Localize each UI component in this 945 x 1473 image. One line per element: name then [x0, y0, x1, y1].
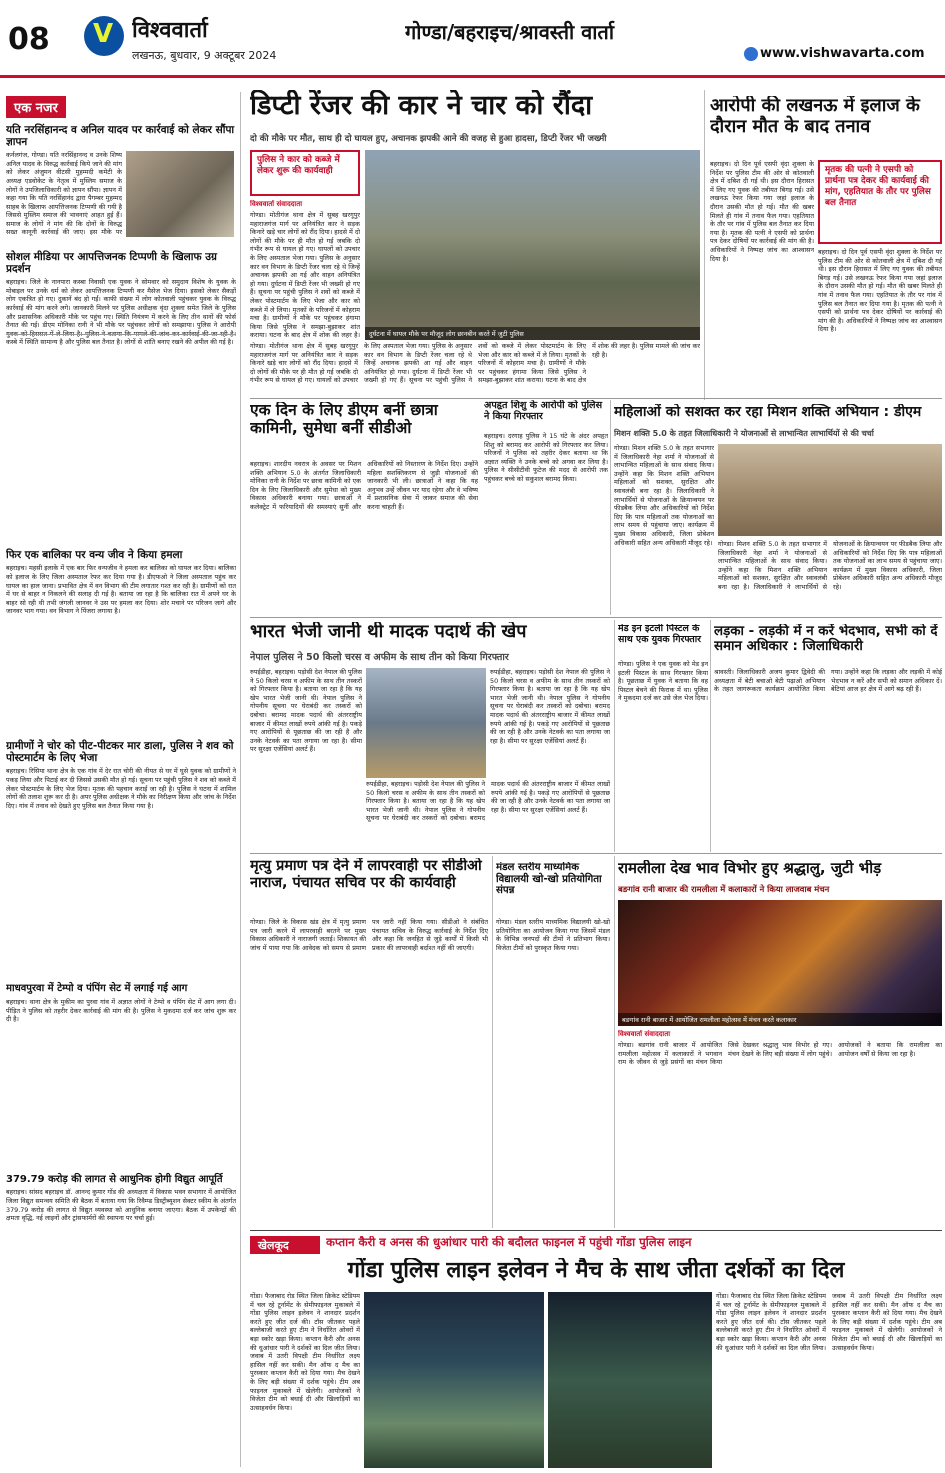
brand-name: विश्ववार्ता: [132, 18, 208, 43]
pistol-body: गोण्डा। पुलिस ने एक युवक को मेड इन इटली पिस्टल के साथ गिरफ्तार किया है। पूछताछ में युवक ने बताया कि वह पिस्टल बेचने की फिराक में था। पुलिस ने मुकदमा दर्ज कर उसे जेल भेज दिया।: [618, 660, 708, 703]
deathcert-text: [250, 918, 488, 1228]
kidnap-text: [484, 432, 608, 612]
mission-text-a: [614, 444, 714, 614]
ek-nazar-tag: एक नजर: [6, 96, 66, 118]
s2-headline: सोशल मीडिया पर आपत्तिजनक टिप्पणी के खिलाफ उग्र प्रदर्शन: [6, 251, 217, 276]
sports-photo-a: [364, 1292, 544, 1468]
divider: [250, 398, 942, 399]
deathcert-headline: मृत्यु प्रमाण पत्र देने में लापरवाही पर सीडीओ नाराज, पंचायत सचिव पर की कार्यवाही: [250, 858, 482, 891]
dateline: लखनऊ, बुधवार, 9 अक्टूबर 2024: [132, 49, 277, 62]
khokho-text: [496, 918, 610, 1228]
lead-headline: डिप्टी रेंजर की कार ने चार को रौंदा: [250, 90, 593, 121]
rightlead-body-b: बहराइच। दो दिन पूर्व एसपी वृंदा शुक्ला के निर्देश पर पुलिस टीम की ओर से कोतवाली क्षेत्र में दबिश दी गई थी। इस दौरान हिरासत में लिए गए युवक की तबीयत बिगड़ गई। उसे लखनऊ रेफर किया गया जहां इलाज के दौरान उसकी मौत हो गई। मौत की खबर मिलते ही गांव में तनाव फैल गया। एहतियात के तौर पर गांव में पुलिस बल तैनात कर दिया गया है। मृतक की पत्नी ने एसपी को प्रार्थना पत्र देकर दोषियों पर कार्रवाई की मांग की है। अधिकारियों ने निष्पक्ष जांच का आश्वासन दिया है।: [818, 248, 942, 334]
nepal-text-a: [250, 668, 362, 850]
pistol-text: [618, 660, 708, 850]
kidnap-headline: अपहृत शिशु के आरोपी को पुलिस ने किया गिरफ्तार: [484, 400, 603, 423]
ramlila-text: [618, 1030, 942, 1228]
sports-body-b: गोंडा। फैजाबाद रोड स्थित जिला क्रिकेट स्टेडियम में चल रहे टूर्नामेंट के सेमीफाइनल मुकाबले में गोंडा पुलिस लाइन इलेवन ने शानदार प्रदर्शन करते हुए जीत दर्ज की। टॉस जीतकर पहले बल्लेबाजी करते हुए टीम ने निर्धारित ओवरों में बड़ा स्कोर खड़ा किया। कप्तान कैरी और अनस की धुआंधार पारी ने दर्शकों का दिल जीत लिया। जवाब में उतरी विपक्षी टीम निर्धारित लक्ष्य हासिल नहीं कर सकी। मैन ऑफ द मैच का पुरस्कार कप्तान कैरी को दिया गया। मैच देखने के लिए बड़ी संख्या में दर्शक पहुंचे। टीम अब फाइनल मुकाबले में खेलेगी। आयोजकों ने विजेता टीम को बधाई दी और खिलाड़ियों का उत्साहवर्धन किया।: [716, 1292, 942, 1352]
ramlila-photo-caption: बङगांव रानी बाजार में आयोजित रामलीला महोत्सव में मंचन करते कलाकार: [618, 1013, 942, 1026]
divider: [250, 853, 942, 854]
s6-headline: 379.79 करोड़ की लागत से आधुनिक होगी विद्युत आपूर्ति: [6, 1173, 223, 1185]
gender-body: श्रावस्ती। जिलाधिकारी अजय कुमार द्विवेदी की अध्यक्षता में बेटी बचाओ बेटी पढ़ाओ अभियान के तहत जागरूकता कार्यक्रम आयोजित किया गया। उन्होंने कहा कि लड़का और लड़की में कोई भेदभाव न करें और सभी को समान अधिकार दें। बेटियां आज हर क्षेत्र में आगे बढ़ रही हैं।: [714, 668, 942, 694]
khokho-body: गोण्डा। मंडल स्तरीय माध्यमिक विद्यालयी खो-खो प्रतियोगिता का आयोजन किया गया जिसमें मंडल के विभिन्न जनपदों की टीमों ने प्रतिभाग किया। विजेता टीमों को पुरस्कृत किया गया।: [496, 918, 610, 952]
s5-headline: माधवपुरवा में टेम्पो व पंपिंग सेट में लगाई गई आग: [6, 983, 188, 995]
column-rule: [492, 856, 493, 1228]
sports-tag: खेलकूद: [250, 1236, 320, 1254]
divider: [6, 334, 236, 335]
gender-headline: लड़का - लड़की में न करें भेदभाव, सभी को दें समान अधिकार : जिलाधिकारी: [714, 624, 938, 655]
ramlila-subhead: बङगांव रानी बाजार की रामलीला में कलाकारों ने किया लाजवाब मंचन: [618, 884, 830, 894]
s6-body: बहराइच। सांसद बहराइच डॉ. आनन्द कुमार गोंड की अध्यक्षता में विकास भवन सभागार में आयोजित जिला विद्युत समन्वय समिति की बैठक में बताया गया कि रिवैम्प्ड डिस्ट्रीब्यूशन सेक्टर स्कीम के अंतर्गत 379.79 करोड़ की लागत से विद्युत व्यवस्था को आधुनिक बनाया जाएगा। बैठक में उपकेन्द्रों की क्षमता वृद्धि, नई लाइनों और ट्रांसफार्मरों की स्थापना पर चर्चा हुई।: [6, 1188, 236, 1223]
lead-byline: विश्ववार्ता संवाददाता: [250, 200, 303, 208]
s4-body: बहराइच। रिसिया थाना क्षेत्र के एक गांव में देर रात चोरी की नीयत से घर में घुसे युवक को ग्रामीणों ने पकड़ लिया और पिटाई कर दी जिससे उसकी मौत हो गई। सूचना पर पहुंची पुलिस ने शव को कब्जे में लेकर पोस्टमार्टम के लिए भेज दिया। मृतक की पहचान कराई जा रही है। पुलिस ने घटना में शामिल लोगों की तलाश शुरू कर दी है। अपर पुलिस अधीक्षक ने मौके का निरीक्षण किया और जांच के निर्देश दिए। गांव में तनाव को देखते हुए पुलिस बल तैनात किया गया है।: [6, 767, 236, 810]
lead-text-bottom: [250, 342, 700, 392]
dmday-headline: एक दिन के लिए डीएम बनीं छात्रा कामिनी, सुमेधा बनीं सीडीओ: [250, 402, 438, 437]
dmday-text: [250, 460, 478, 612]
kidnap-body: बहराइच। दरगाह पुलिस ने 15 घंटे के अंदर अपहृत शिशु को बरामद कर आरोपी को गिरफ्तार कर लिया। परिजनों ने पुलिस को तहरीर देकर बताया था कि अज्ञात व्यक्ति ने उनके बच्चे को अगवा कर लिया है। पुलिस ने सीसीटीवी फुटेज की मदद से आरोपी तक पहुंचकर बच्चे को सकुशल बरामद किया।: [484, 432, 608, 483]
divider: [250, 617, 942, 618]
s5-body: बहराइच। थाना क्षेत्र के मुकीम का पुरवा गांव में अज्ञात लोगों ने टेम्पो व पंपिंग सेट में आग लगा दी। पीड़ित ने पुलिस को तहरीर देकर कार्रवाई की मांग की है। पुलिस ने मुकदमा दर्ज कर जांच शुरू कर दी है।: [6, 997, 236, 1024]
ramlila-headline: रामलीला देख भाव विभोर हुए श्रद्धालु, जुटी भीड़: [618, 860, 882, 877]
nepal-body-a: रुपईडीहा, बहराइच। पड़ोसी देश नेपाल की पुलिस ने 50 किलो चरस व अफीम के साथ तीन तस्करों को गिरफ्तार किया है। बताया जा रहा है कि यह खेप भारत भेजी जानी थी। नेपाल पुलिस ने गोपनीय सूचना पर घेराबंदी कर तस्करों को दबोचा। बरामद मादक पदार्थ की अंतरराष्ट्रीय बाजार में कीमत लाखों रुपये आंकी गई है। पकड़े गए आरोपियों से पूछताछ की जा रही है और उनके नेटवर्क का पता लगाया जा रहा है। सीमा पर सुरक्षा एजेंसियां अलर्ट हैं।: [250, 668, 362, 754]
mission-text-b: [718, 540, 942, 614]
lead-photo: [365, 150, 700, 340]
lead-text-left: [250, 200, 360, 340]
rightlead-body-a: बहराइच। दो दिन पूर्व एसपी वृंदा शुक्ला के निर्देश पर पुलिस टीम की ओर से कोतवाली क्षेत्र में दबिश दी गई थी। इस दौरान हिरासत में लिए गए युवक की तबीयत बिगड़ गई। उसे लखनऊ रेफर किया गया जहां इलाज के दौरान उसकी मौत हो गई। मौत की खबर मिलते ही गांव में तनाव फैल गया। एहतियात के तौर पर गांव में पुलिस बल तैनात कर दिया गया है। मृतक की पत्नी ने एसपी को प्रार्थना पत्र देकर दोषियों पर कार्रवाई की मांग की है। अधिकारियों ने निष्पक्ष जांच का आश्वासन दिया है।: [710, 160, 814, 263]
s4-headline: ग्रामीणों ने चोर को पीट-पीटकर मार डाला, पुलिस ने शव को पोस्टमार्टम के लिए भेजा: [6, 740, 234, 765]
nepal-text-c: [490, 668, 610, 778]
nepal-headline: भारत भेजी जानी थी मादक पदार्थ की खेप: [250, 622, 527, 642]
header-rule: [0, 75, 945, 78]
brand-logo: [84, 16, 124, 56]
column-rule: [610, 400, 611, 615]
s1-body: कर्नलगंज, गोण्डा। यति नरसिंहानन्द व उनके शिष्य अनिल यादव के विरुद्ध कार्रवाई किये जाने की मांग को लेकर अंजुमन वीटसी मुहम्मदी कमेटी के अध्यक्ष एडवोकेट के नेतृत्व में मुस्लिम समाज के लोगों ने उपजिलाधिकारी को ज्ञापन सौंपा। ज्ञापन में कहा गया कि यति नरसिंहानंद द्वारा पैगम्बर मुहम्मद साहब के खिलाफ आपत्तिजनक टिप्पणी की गयी है जिससे मुस्लिम समाज की भावनाएं आहत हुई हैं। समाज के लोगों ने मांग की कि दोनों के विरुद्ध सख्त कानूनी कार्रवाई की जाए। इस मौके पर: [6, 151, 122, 237]
globe-icon: [744, 47, 758, 61]
sports-text-a: [250, 1292, 360, 1468]
v-icon: V: [93, 19, 114, 49]
website-link[interactable]: www.vishwavarta.com: [760, 46, 925, 61]
lead-body-b: गोण्डा। मोतीगंज थाना क्षेत्र में सुबह खरगूपुर महाराजगंज मार्ग पर अनियंत्रित कार ने सड़क किनारे खड़े चार लोगों को रौंद दिया। हादसे में दो लोगों की मौके पर ही मौत हो गई जबकि दो गंभीर रूप से घायल हो गए। घायलों को उपचार के लिए अस्पताल भेजा गया। पुलिस के अनुसार कार वन विभाग के डिप्टी रेंजर चला रहे थे जिन्हें अचानक झपकी आ गई और वाहन अनियंत्रित हो गया। दुर्घटना में डिप्टी रेंजर भी जख्मी हो गए हैं। सूचना पर पहुंची पुलिस ने शवों को कब्जे में लेकर पोस्टमार्टम के लिए भेजा और कार को कब्जे में ले लिया। मृतकों के परिजनों में कोहराम मचा है। ग्रामीणों ने मौके पर पहुंचकर हंगामा किया जिसे पुलिस ने समझा-बुझाकर शांत कराया। घटना के बाद क्षेत्र में शोक की लहर है। पुलिस मामले की जांच कर रही है।: [250, 342, 700, 385]
nepal-body-c: रुपईडीहा, बहराइच। पड़ोसी देश नेपाल की पुलिस ने 50 किलो चरस व अफीम के साथ तीन तस्करों को गिरफ्तार किया है। बताया जा रहा है कि यह खेप भारत भेजी जानी थी। नेपाल पुलिस ने गोपनीय सूचना पर घेराबंदी कर तस्करों को दबोचा। बरामद मादक पदार्थ की अंतरराष्ट्रीय बाजार में कीमत लाखों रुपये आंकी गई है। पकड़े गए आरोपियों से पूछताछ की जा रही है और उनके नेटवर्क का पता लगाया जा रहा है। सीमा पर सुरक्षा एजेंसियां अलर्ट हैं।: [490, 668, 610, 745]
rightlead-text-b: [818, 248, 942, 396]
nepal-photo: [366, 668, 486, 778]
dmday-body: बहराइच। शारदीय नवरात्र के अवसर पर मिशन शक्ति अभियान 5.0 के अंतर्गत जिलाधिकारी मोनिका रानी के निर्देश पर छात्रा कामिनी को एक दिन के लिए जिलाधिकारी और सुमेधा को मुख्य विकास अधिकारी बनाया गया। छात्राओं ने कलेक्ट्रेट में फरियादियों की समस्याएं सुनीं और अधिकारियों को निस्तारण के निर्देश दिए। उन्होंने महिला सशक्तिकरण से जुड़ी योजनाओं की जानकारी भी ली। छात्राओं ने कहा कि यह अनुभव उन्हें जीवन भर याद रहेगा और वे भविष्य में प्रशासनिक सेवा में जाकर समाज की सेवा करना चाहती हैं।: [250, 460, 478, 511]
lead-body-a: गोण्डा। मोतीगंज थाना क्षेत्र में सुबह खरगूपुर महाराजगंज मार्ग पर अनियंत्रित कार ने सड़क किनारे खड़े चार लोगों को रौंद दिया। हादसे में दो लोगों की मौके पर ही मौत हो गई जबकि दो गंभीर रूप से घायल हो गए। घायलों को उपचार के लिए अस्पताल भेजा गया। पुलिस के अनुसार कार वन विभाग के डिप्टी रेंजर चला रहे थे जिन्हें अचानक झपकी आ गई और वाहन अनियंत्रित हो गया। दुर्घटना में डिप्टी रेंजर भी जख्मी हो गए हैं। सूचना पर पहुंची पुलिस ने शवों को कब्जे में लेकर पोस्टमार्टम के लिए भेजा और कार को कब्जे में ले लिया। मृतकों के परिजनों में कोहराम मचा है। ग्रामीणों ने मौके पर पहुंचकर हंगामा किया जिसे पुलिस ने समझा-बुझाकर शांत कराया। घटना के बाद क्षेत्र में शोक की लहर है।: [250, 211, 360, 340]
mission-photo: [718, 444, 942, 536]
sports-body-a: गोंडा। फैजाबाद रोड स्थित जिला क्रिकेट स्टेडियम में चल रहे टूर्नामेंट के सेमीफाइनल मुकाबले में गोंडा पुलिस लाइन इलेवन ने शानदार प्रदर्शन करते हुए जीत दर्ज की। टॉस जीतकर पहले बल्लेबाजी करते हुए टीम ने निर्धारित ओवरों में बड़ा स्कोर खड़ा किया। कप्तान कैरी और अनस की धुआंधार पारी ने दर्शकों का दिल जीत लिया। जवाब में उतरी विपक्षी टीम निर्धारित लक्ष्य हासिल नहीं कर सकी। मैन ऑफ द मैच का पुरस्कार कप्तान कैरी को दिया गया। मैच देखने के लिए बड़ी संख्या में दर्शक पहुंचे। टीम अब फाइनल मुकाबले में खेलेगी। आयोजकों ने विजेता टीम को बधाई दी और खिलाड़ियों का उत्साहवर्धन किया।: [250, 1292, 360, 1412]
khokho-headline: मंडल स्तरीय माध्यमिक विद्यालयी खो-खो प्रतियोगिता संपन्न: [496, 862, 602, 897]
region-title: गोण्डा/बहराइच/श्रावस्ती वार्ता: [405, 20, 615, 44]
pistol-headline: मेड इन इटली पिस्टल के साथ एक युवक गिरफ्तार: [618, 624, 701, 645]
column-rule: [704, 90, 705, 400]
s2-body: बहराइच। जिले के नानपारा कस्बा निवासी एक युवक ने सोमवार को समुदाय विशेष के युवक के मोबाइल पर उनके धर्म को लेकर आपत्तिजनक टिप्पणी कर मैसेज भेज दिया। इसको लेकर सैकड़ों लोग एकत्रित हो गए। दुकानें बंद हो गईं। काफी संख्या में लोग कोतवाली पहुंचकर युवक के विरुद्ध कार्रवाई की मांग करने लगे। जानकारी मिलने पर पुलिस अधीक्षक वृंदा शुक्ला समेत जिले के पुलिस और प्रशासनिक अधिकारी मौके पर पहुंच गए। स्थिति नियंत्रण में करने के लिए तीन थानों की फोर्स तैनात की गई। डीएम मोनिका रानी ने भी मौके पर पहुंचकर लोगों को समझाया। पुलिस ने आरोपी कस्बे में स्थिति सामान्य है और पुलिस बल तैनात है। लोगों से शांति बनाए रखने की अपील की गई है।: [6, 278, 236, 347]
nepal-body-b: रुपईडीहा, बहराइच। पड़ोसी देश नेपाल की पुलिस ने 50 किलो चरस व अफीम के साथ तीन तस्करों को गिरफ्तार किया है। बताया जा रहा है कि यह खेप भारत भेजी जानी थी। नेपाल पुलिस ने गोपनीय सूचना पर घेराबंदी कर तस्करों को दबोचा। बरामद मादक पदार्थ की अंतरराष्ट्रीय बाजार में कीमत लाखों रुपये आंकी गई है। पकड़े गए आरोपियों से पूछताछ की जा रही है और उनके नेटवर्क का पता लगाया जा रहा है। सीमा पर सुरक्षा एजेंसियां अलर्ट हैं।: [366, 780, 610, 823]
column-rule: [614, 856, 615, 1228]
lead-subhead: दो की मौके पर मौत, साथ ही दो घायल हुए, अचानक झपकी आने की वजह से हुआ हादसा, डिप्टी रेंजर भी जख्मी: [250, 134, 607, 144]
ramlila-byline: विश्ववार्ता संवाददाता: [618, 1030, 671, 1038]
ramlila-body: गोण्डा। बङगांव रानी बाजार में आयोजित रामलीला महोत्सव में कलाकारों ने भगवान राम के जीवन से जुड़े प्रसंगों का मंचन किया जिसे देखकर श्रद्धालु भाव विभोर हो गए। मंचन देखने के लिए बड़ी संख्या में लोग पहुंचे। आयोजकों ने बताया कि रामलीला का आयोजन वर्षों से किया जा रहा है।: [618, 1041, 942, 1067]
column-rule: [614, 620, 615, 852]
rightlead-callout: मृतक की पत्नी ने एसपी को प्रार्थना पत्र देकर की कार्यवाई की मांग, एहतियात के तौर पर पुलिस बल तैनात: [818, 160, 942, 244]
mission-subhead: मिशन शक्ति 5.0 के तहत जिलाधिकारी ने योजनाओं से लाभान्वित लाभार्थियों से की चर्चा: [614, 429, 874, 438]
left-column: [6, 96, 236, 1466]
s1-headline: यति नरसिंहानन्द व अनिल यादव पर कार्रवाई को लेकर सौंपा ज्ञापन: [6, 124, 235, 149]
column-rule: [710, 620, 711, 852]
s1-photo: [126, 151, 234, 237]
ramlila-photo: [618, 900, 942, 1026]
nepal-text-b: [366, 780, 610, 850]
mission-body-a: गोण्डा। मिशन शक्ति 5.0 के तहत सभागार में जिलाधिकारी नेहा शर्मा ने योजनाओं से लाभान्वित महिलाओं के साथ संवाद किया। उन्होंने कहा कि मिशन शक्ति अभियान महिलाओं को सशक्त, सुरक्षित और स्वावलंबी बना रहा है। जिलाधिकारी ने लाभार्थियों से योजनाओं के क्रियान्वयन पर फीडबैक लिया और अधिकारियों को निर्देश दिए कि पात्र महिलाओं तक योजनाओं का लाभ समय से पहुंचाया जाए। कार्यक्रम में मुख्य विकास अधिकारी, जिला प्रोबेशन अधिकारी सहित अन्य अधिकारी मौजूद रहे।: [614, 444, 714, 547]
sports-headline: गोंडा पुलिस लाइन इलेवन ने मैच के साथ जीता दर्शकों का दिल: [347, 1258, 845, 1283]
lead-callout: पुलिस ने कार को कब्जे में लेकर शुरू की कार्यवाही: [250, 150, 360, 196]
nepal-subhead: नेपाल पुलिस ने 50 किलो चरस व अफीम के साथ तीन को किया गिरफ्तार: [250, 652, 509, 663]
column-rule: [240, 92, 241, 1467]
sports-text-b: [716, 1292, 942, 1468]
sports-kicker: कप्तान कैरी व अनस की धुआंधार पारी की बदौलत फाइनल में पहुंची गोंडा पुलिस लाइन: [326, 1236, 692, 1249]
gender-text: [714, 668, 942, 850]
sports-photo-b: [548, 1292, 712, 1468]
s3-headline: फिर एक बालिका पर वन्य जीव ने किया हमला: [6, 549, 183, 562]
deathcert-body: गोण्डा। जिले के विकास खंड क्षेत्र में मृत्यु प्रमाण पत्र जारी करने में लापरवाही बरतने पर मुख्य विकास अधिकारी ने नाराजगी जताई। शिकायत की जांच में पाया गया कि आवेदक को समय से प्रमाण पत्र जारी नहीं किया गया। सीडीओ ने संबंधित पंचायत सचिव के विरुद्ध कार्रवाई के निर्देश दिए और कहा कि जनहित से जुड़े कार्यों में किसी भी प्रकार की लापरवाही बर्दाश्त नहीं की जाएगी।: [250, 918, 488, 952]
lead-photo-caption: दुर्घटना में घायल मौके पर मौजूद लोग छानबीन करते में जुटी पुलिस: [365, 327, 700, 340]
divider: [250, 1230, 942, 1231]
s3-body: बहराइच। महसी इलाके में एक बार फिर वन्यजीव ने हमला कर बालिका को घायल कर दिया। बालिका को इलाज के लिए जिला अस्पताल रेफर कर दिया गया है। डीएफओ ने जिला अस्पताल पहुंच कर घायल का हाल जाना। प्रभावित क्षेत्र में वन विभाग की टीम लगातार गश्त कर रही है। ग्रामीणों को रात में घर से बाहर न निकलने की सलाह दी गई है। बताया जा रहा है कि बालिका रात में अपने घर के बाहर सो रही थी तभी जंगली जानवर ने उस पर हमला कर दिया। शोर मचाने पर परिजन जागे और जानवर भाग गया। वन विभाग ने पिंजरा लगाया है।: [6, 564, 236, 616]
rightlead-text-a: [710, 160, 814, 395]
page-number: 08: [8, 22, 50, 57]
mission-body-b: गोण्डा। मिशन शक्ति 5.0 के तहत सभागार में जिलाधिकारी नेहा शर्मा ने योजनाओं से लाभान्वित महिलाओं के साथ संवाद किया। उन्होंने कहा कि मिशन शक्ति अभियान महिलाओं को सशक्त, सुरक्षित और स्वावलंबी बना रहा है। जिलाधिकारी ने लाभार्थियों से योजनाओं के क्रियान्वयन पर फीडबैक लिया और अधिकारियों को निर्देश दिए कि पात्र महिलाओं तक योजनाओं का लाभ समय से पहुंचाया जाए। कार्यक्रम में मुख्य विकास अधिकारी, जिला प्रोबेशन अधिकारी सहित अन्य अधिकारी मौजूद रहे।: [718, 540, 942, 591]
mission-headline: महिलाओं को सशक्त कर रहा मिशन शक्ति अभियान : डीएम: [614, 404, 922, 420]
rightlead-headline: आरोपी की लखनऊ में इलाज के दौरान मौत के बाद तनाव: [710, 96, 920, 137]
